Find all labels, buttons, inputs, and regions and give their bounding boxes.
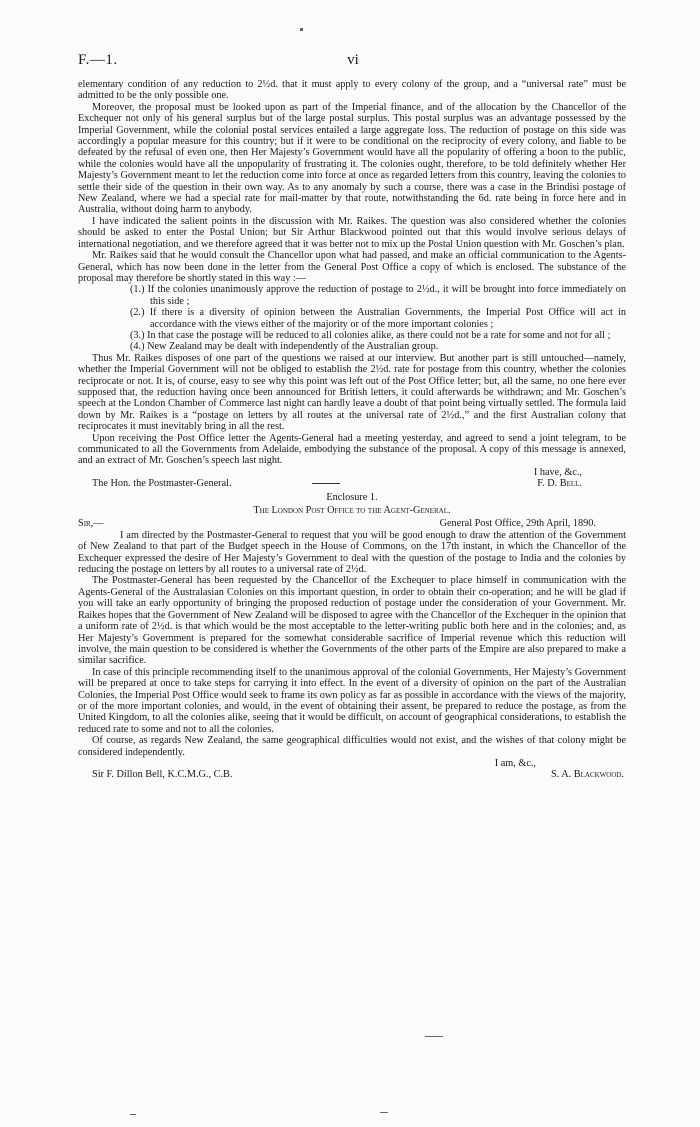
scan-mark	[130, 1114, 136, 1115]
paragraph: Thus Mr. Raikes disposes of one part of the questions we raised at our interview. But another part is still untouched—namely, whether the Imperial Government will not be obliged to establish the 2½d. rate for postage from this country, whether the colonies reciprocate or not. It is, of course, easy to see why this point was left out of the Post Office letter; but, all the same, no one here ever supposed that, the reduction having once been announced for British letters, it could afterwards be withdrawn; and Mr. Goschen’s speech at the London Chamber of Commerce last night can hardly leave a doubt of that point being virtually settled. The formula laid down by Mr. Raikes is a “postage on letters by all routes at the universal rate of 2½d.,” and the first Australian colony that reciprocates it must inevitably bring in all the rest.	[78, 352, 626, 433]
closing-formula: I am, &c.,	[494, 757, 536, 769]
paragraph: In case of this principle recommending itself to the unanimous approval of the colonial Governments, Her Majesty’s Government will be prepared at once to take steps for carrying it into effect. In the event of a diversity of opinion on the part of the Australian Colonies, the Imperial Post Office would seek to frame its own policy as far as possible in accordance with the views of the majority, or of the more important colonies, and would, in the event of obtaining their assent, be prepared to reduce the postage, as from the United Kingdom, to all the colonies alike, seeing that it would be difficult, on account of geographical considerations, to establish the reduced rate to some and not to all the colonies.	[78, 666, 626, 735]
addressee: Sir F. Dillon Bell, K.C.M.G., C.B.	[92, 769, 233, 781]
addressee-line	[78, 769, 626, 780]
scan-mark	[380, 1112, 388, 1113]
scan-mark	[425, 1036, 443, 1037]
closing-formula: I have, &c.,	[533, 466, 582, 478]
separator-dash	[312, 483, 340, 484]
signature: S. A. Blackwood.	[550, 769, 624, 781]
salutation-line	[78, 518, 626, 529]
signature: F. D. Bell.	[537, 478, 582, 490]
proposal-list	[78, 284, 626, 352]
list-item: (3.) In that case the postage will be reduced to all colonies alike, as there could not be a rate for some and not for all ;	[130, 329, 611, 341]
enclosure-title: Enclosure 1.	[326, 491, 378, 503]
closing-line	[78, 758, 626, 769]
salutation: Sir,—	[78, 518, 104, 530]
enclosure-heading: The London Post Office to the Agent-General.	[253, 505, 451, 517]
paragraph: Mr. Raikes said that he would consult the Chancellor upon what had passed, and make an official communication to the Agents-General, which has now been done in the letter from the General Post Office a copy of which is enclosed. The substance of the proposal may therefore be shortly stated in this way :—	[78, 250, 626, 284]
scan-mark	[300, 28, 303, 31]
closing-left	[78, 467, 92, 478]
closing-line	[78, 467, 626, 478]
document-reference: F.—1.	[78, 52, 118, 68]
dateline: General Post Office, 29th April, 1890.	[439, 518, 596, 530]
paragraph: The Postmaster-General has been requested by the Chancellor of the Exchequer to place himself in communication with the Agents-General of the Australasian Colonies on this important question, in order to obtain their co-operation; and he will be glad if you will take an early opportunity of bringing the proposed reduction of postage under the consideration of your Government. Mr. Raikes hopes that the Government of New Zealand will be disposed to agree with the Chancellor of the Exchequer in the opinion that a uniform rate of 2½d. is that which would be the most acceptable to the letter-writing public both here and in the colonies; and, as Her Majesty’s Government is prepared for the somewhat considerable sacrifice of Imperial revenue which this reduction will involve, the main question to be considered is whether the Governments of the other parts of the Empire are also prepared to make a similar sacrifice.	[78, 575, 626, 667]
addressee: The Hon. the Postmaster-General.	[92, 478, 232, 490]
paragraph: Of course, as regards New Zealand, the same geographical difficulties would not exist, and the wishes of that colony might be considered independently.	[78, 735, 626, 758]
paragraph: I have indicated the salient points in the discussion with Mr. Raikes. The question was also considered whether the colonies should be asked to enter the Postal Union; but Sir Arthur Blackwood pointed out that this would involve serious delays of international negotiation, and we therefore agreed that it was better not to mix up the Postal Union question with Mr. Goschen’s plan.	[78, 215, 626, 250]
list-item: (1.) If the colonies unanimously approve the reduction of postage to 2½d., it will be brought into force immediately on this side ;	[130, 284, 626, 307]
document-body	[78, 79, 626, 781]
page-number: vi	[347, 52, 359, 68]
page-header	[78, 52, 628, 70]
paragraph: Moreover, the proposal must be looked upon as part of the Imperial finance, and of the allocation by the Chancellor of the Exchequer not only of his general surplus but of the large postal surplus. This postal surplus was an advantage possessed by the Imperial Government, while the colonial postal services entailed a large aggregate loss. The reduction of postage on this side was accordingly a popular measure for this country; but if it were to be conditional on the reciprocity of every colony, and liable to be defeated by the refusal of even one, then Her Majesty’s Government would have all the popularity of offering a boon to the public, while the colonies would have all the unpopularity of frustrating it. The colonies ought, therefore, to be told definitely whether Her Majesty’s Government meant to let the reduction come into force at once as regarded letters from this country, leaving the colonies to settle their side of the question in their own way. As to any anomaly by such a course, there was a case in the Brindisi postage of New Zealand, where we had a special rate for mail-matter by that route, notwithstanding the 6d. rate being in force here and in Australia, without doing harm to anybody.	[78, 101, 626, 216]
paragraph: elementary condition of any reduction to 2½d. that it must apply to every colony of the group, and a “universal rate” must be admitted to be the only possible one.	[78, 79, 626, 102]
paragraph: I am directed by the Postmaster-General to request that you will be good enough to draw the attention of the Government of New Zealand to that part of the Budget speech in the House of Commons, on the 17th instant, in which the Chancellor of the Exchequer expressed the desire of Her Majesty’s Government to deal with the question of the postage to India and the colonies by reducing the postage on letters by all routes to a universal rate of 2½d.	[78, 529, 626, 576]
paragraph: Upon receiving the Post Office letter the Agents-General had a meeting yesterday, and agreed to send a joint telegram, to be communicated to all the Governments from Adelaide, embodying the substance of the proposal. A copy of this message is annexed, and an extract of Mr. Goschen’s speech last night.	[78, 432, 626, 467]
addressee-line	[78, 478, 626, 489]
list-item: (4.) New Zealand may be dealt with independently of the Australian group.	[130, 341, 439, 353]
list-item: (2.) If there is a diversity of opinion between the Australian Governments, the Imperial Post Office will act in accordance with the views either of the majority or of the more important colonies ;	[130, 307, 626, 330]
